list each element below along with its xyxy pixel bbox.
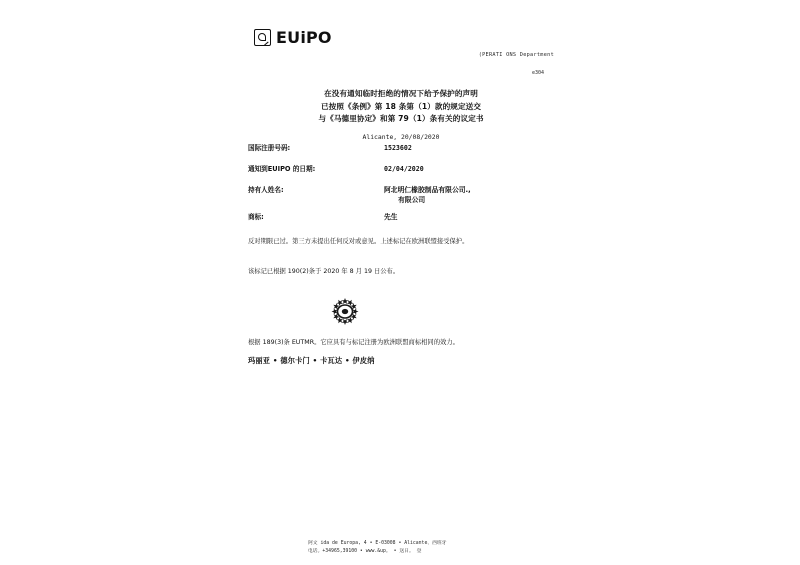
euipo-logo [254,28,332,47]
department-label: (PERATI ONS Department [478,52,554,58]
field-value [384,185,566,205]
title-line-3: 与《马德里协定》和第 79（1）条有关的议定书 [318,114,484,123]
field-value-line-2: 有限公司 [398,196,426,204]
field-list [236,143,566,233]
euipo-logo-text: EUiPO [276,28,332,47]
field-label: 国际注册号码: [248,144,291,152]
field-row [236,185,566,205]
field-row [236,212,566,230]
field-row [236,143,566,161]
document-footer [308,540,568,555]
field-label: 持有人姓名: [248,186,284,194]
paragraph-effect: 根据 189(3)条 EUTMR。它应具有与标记注册为欧洲联盟商标相同的效力。 [248,339,459,346]
field-value: 1523602 [384,144,412,152]
field-label: 通知到EUIPO 的日期: [248,165,316,173]
footer-address: 阿文 ida de Europa, 4 • E-03008 • Alicante、西班牙 [308,541,447,546]
euipo-logo-icon [254,29,271,46]
document-sheet [236,0,566,565]
title-line-1: 在没有通知临时拒绝的情况下给予保护的声明 [324,89,478,98]
eu-stars-emblem-icon [321,295,369,328]
field-label: 商标: [248,213,264,221]
footer-contact: 电话。+34965,39100 • www.&up。 • 送日。 登 [308,548,422,554]
department-code: e304 [531,70,544,76]
field-value: 先生 [384,213,398,221]
field-value: 02/04/2020 [384,165,424,173]
field-row [236,164,566,182]
signature-name: 玛丽亚 • 德尔卡门 • 卡瓦达 • 伊皮纳 [248,356,375,365]
paragraph-publication: 该标记已根据 190(2)条于 2020 年 8 月 19 日公布。 [248,268,400,275]
place-and-date: Alicante, 20/08/2020 [362,132,440,141]
document-title [236,88,566,141]
paragraph-opposition: 反对期限已过。第三方未提出任何反对或意见。上述标记在欧洲联盟接受保护。 [248,238,469,245]
field-value-line-1: 阿北明仁橡胶制品有限公司., [384,186,471,194]
title-line-2: 已按照《条例》第 18 条第（1）款的规定送交 [320,101,482,111]
